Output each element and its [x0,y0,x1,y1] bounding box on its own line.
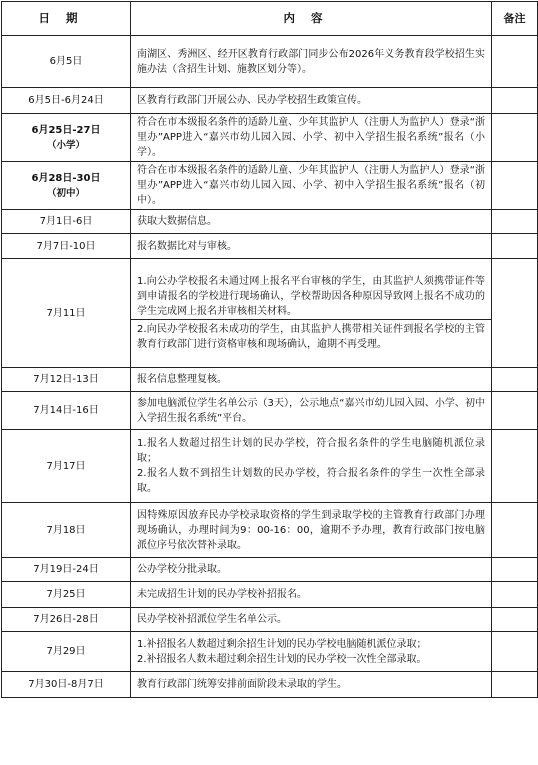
table-row [2,430,538,503]
row-content-item: 2.补招报名人数未超过剩余招生计划的民办学校一次性全部录取。 [137,653,427,665]
schedule-table [1,1,538,698]
row-content-item: 1.报名人数超过招生计划的民办学校，符合报名条件的学生电脑随机派位录取； [137,438,485,464]
row-date-text: 6月5日 [49,56,83,67]
row-content: 民办学校补招派位学生名单公示。 [131,608,492,632]
row-date-text: 7月18日 [46,524,86,536]
row-date-text: 7月11日 [46,307,86,319]
table-row [2,88,538,114]
row-date-text: 7月17日 [46,460,86,472]
table-row [2,503,538,558]
row-date [2,582,131,608]
row-content: 未完成招生计划的民办学校补招报名。 [131,582,492,608]
table-row [2,210,538,234]
row-content: 区教育行政部门开展公办、民办学校招生政策宣传。 [131,88,492,114]
row-content: 南湖区、秀洲区、经开区教育行政部门同步公布2026年义务教育段学校招生实施办法（含招生计划、施教区划分等）。 [131,36,492,88]
row-date [2,88,131,114]
row-date-text: 7月30日-8月7日 [28,679,104,690]
row-content: 符合在市本级报名条件的适龄儿童、少年其监护人（注册人为监护人）登录“浙里办”APP进入“嘉兴市幼儿园入园、小学、初中入学招生报名系统”报名（小学）。 [131,114,492,162]
row-note [492,368,538,392]
row-content [131,632,492,672]
row-note [492,503,538,558]
row-content [131,259,492,368]
row-content: 报名信息整理复核。 [131,368,492,392]
row-date-level: （初中） [46,187,85,199]
row-date-text: 6月25日-27日 [31,124,101,136]
row-note [492,632,538,672]
header-date: 日期 [2,2,131,36]
table-row [2,368,538,392]
row-date-text: 7月7日-10日 [36,240,96,252]
row-note [492,430,538,503]
row-content: 因特殊原因放弃民办学校录取资格的学生到录取学校的主管教育行政部门办理现场确认，办理时间为9：00-16：00，逾期不予办理，教育行政部门按电脑派位序号依次替补录取。 [131,503,492,558]
table-row [2,114,538,162]
row-note [492,234,538,259]
table-row [2,608,538,632]
row-date [2,162,131,210]
row-date-text: 7月29日 [46,646,86,657]
row-content: 报名数据比对与审核。 [131,234,492,259]
row-date-text: 7月25日 [46,589,86,600]
header-content: 内容 [131,2,492,36]
row-date-text: 6月28日-30日 [31,172,101,184]
row-date-text: 7月19日-24日 [33,564,99,575]
row-note [492,392,538,430]
row-content: 公办学校分批录取。 [131,558,492,582]
row-date [2,503,131,558]
row-note [492,672,538,698]
row-date-text: 7月26日-28日 [33,614,99,625]
row-date [2,114,131,162]
row-note [492,88,538,114]
row-date-text: 7月1日-6日 [39,216,93,227]
row-date [2,632,131,672]
table-row [2,162,538,210]
table-row [2,259,538,368]
row-date [2,672,131,698]
row-note [492,582,538,608]
table-row [2,36,538,88]
row-date [2,608,131,632]
row-note [492,162,538,210]
row-note [492,114,538,162]
row-date [2,259,131,368]
row-date [2,368,131,392]
header-note: 备注 [492,2,538,36]
row-content-item: 1.补招报名人数超过剩余招生计划的民办学校电脑随机派位录取； [137,638,427,650]
row-date [2,36,131,88]
row-note [492,259,538,368]
row-note [492,36,538,88]
row-content: 教育行政部门统筹安排前面阶段未录取的学生。 [131,672,492,698]
table-row [2,672,538,698]
row-date-level: （小学） [46,139,85,151]
row-content: 获取大数据信息。 [131,210,492,234]
row-date [2,392,131,430]
table-row [2,392,538,430]
row-content [131,430,492,503]
table-row [2,632,538,672]
row-date [2,210,131,234]
row-date-text: 7月12日-13日 [33,374,99,385]
table-row [2,234,538,259]
table-row [2,558,538,582]
row-note [492,210,538,234]
row-date [2,234,131,259]
row-date [2,558,131,582]
table-header-row [2,2,538,36]
row-content: 参加电脑派位学生名单公示（3天），公示地点“嘉兴市幼儿园入园、小学、初中入学招生报名系统”平台。 [131,392,492,430]
row-note [492,558,538,582]
row-note [492,608,538,632]
row-content-item: 2.报名人数不到招生计划数的民办学校，符合报名条件的学生一次性全部录取。 [137,468,485,494]
row-content-item: 1.向公办学校报名未通过网上报名平台审核的学生，由其监护人须携带证件等到申请报名的学校进行现场确认，学校帮助因各种原因导致网上报名不成功的学生完成网上报名并审核相关材料。 [137,276,485,317]
row-date-text: 6月5日-6月24日 [28,95,104,106]
row-content-item: 2.向民办学校报名未成功的学生，由其监护人携带相关证件到报名学校的主管教育行政部门进行资格审核和现场确认，逾期不再受理。 [131,319,491,352]
table-row [2,582,538,608]
row-date [2,430,131,503]
row-date-text: 7月14日-16日 [33,405,99,416]
row-content: 符合在市本级报名条件的适龄儿童、少年其监护人（注册人为监护人）登录“浙里办”APP进入“嘉兴市幼儿园入园、小学、初中入学招生报名系统”报名（初中）。 [131,162,492,210]
